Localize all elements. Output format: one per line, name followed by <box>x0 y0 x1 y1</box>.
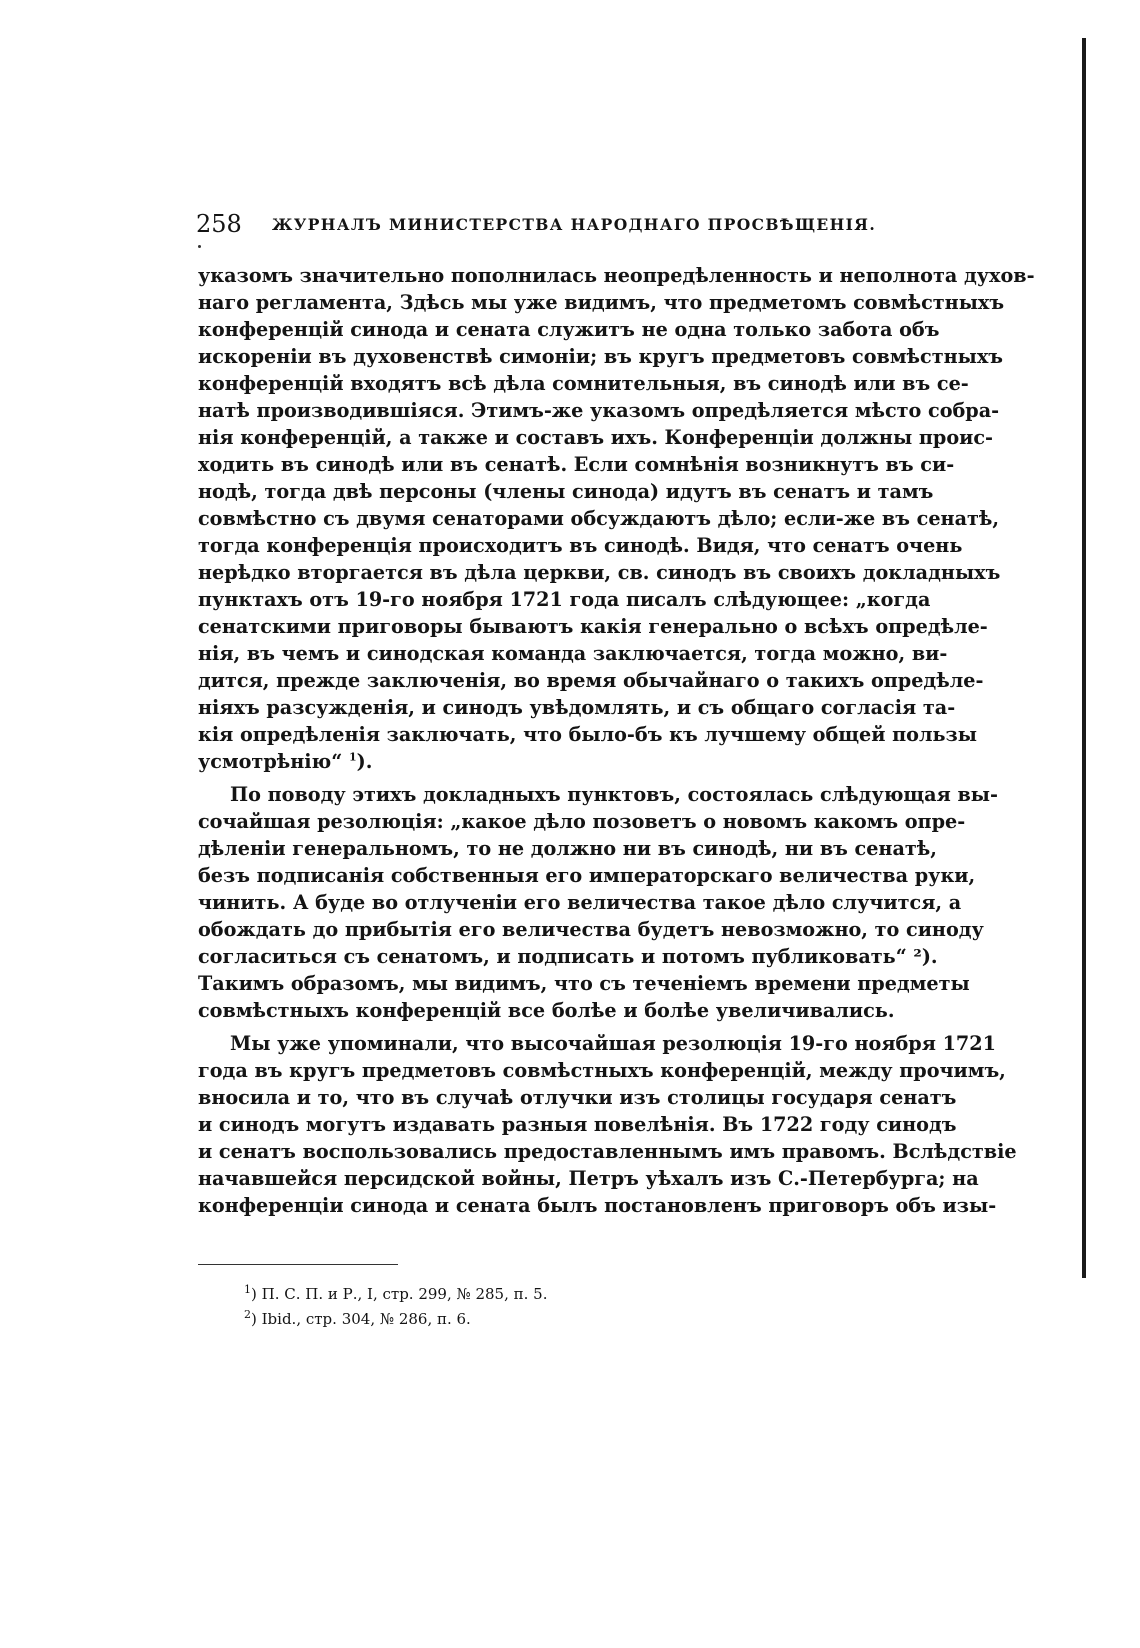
text-line: нерѣдко вторгается въ дѣла церкви, св. синодъ въ своихъ докладныхъ <box>198 561 1001 584</box>
footnote-1 <box>244 1282 844 1307</box>
text-line-last <box>198 748 914 775</box>
footnotes <box>244 1282 844 1332</box>
text-line: По поводу этихъ докладныхъ пунктовъ, состоялась слѣдующая вы- <box>230 783 998 806</box>
text-line: тогда конференція происходитъ въ синодѣ. Видя, что сенатъ очень <box>198 534 963 557</box>
text-line: сенатскими приговоры бываютъ какія генерально о всѣхъ опредѣле- <box>198 615 988 638</box>
body-text <box>198 262 1035 1219</box>
text-line: искореніи въ духовенствѣ симоніи; въ кругъ предметовъ совмѣстныхъ <box>198 345 1004 368</box>
text-line: Такимъ образомъ, мы видимъ, что съ теченіемъ времени предметы <box>198 972 970 995</box>
footnote-mark: 2 <box>244 1308 251 1321</box>
text-line: нія, въ чемъ и синодская команда заключается, тогда можно, ви- <box>198 642 948 665</box>
text-line: начавшейся персидской войны, Петръ уѣхалъ изъ С.-Петербурга; на <box>198 1167 979 1190</box>
footnote-ref-1: 1 <box>348 750 357 764</box>
text-line: сочайшая резолюція: „какое дѣло позоветъ о новомъ какомъ опре- <box>198 810 966 833</box>
text-line: года въ кругъ предметовъ совмѣстныхъ конференцій, между прочимъ, <box>198 1059 1006 1082</box>
text-line: дѣленіи генеральномъ, то не должно ни въ синодѣ, ни въ сенатѣ, <box>198 837 937 860</box>
text-line: обождать до прибытія его величества будетъ невозможно, то синоду <box>198 918 984 941</box>
text-line: указомъ значительно пополнилась неопредѣленность и неполнота духов- <box>198 264 1035 287</box>
text-line: вносила и то, что въ случаѣ отлучки изъ столицы государя сенатъ <box>198 1086 957 1109</box>
paragraph-3 <box>198 1030 1017 1219</box>
stray-mark <box>198 245 201 248</box>
text-line: безъ подписанія собственныя его императорскаго величества руки, <box>198 864 976 887</box>
line-text: усмотрѣнію“ <box>198 750 343 773</box>
footnote-mark: 1 <box>244 1283 251 1296</box>
text-line: совмѣстно съ двумя сенаторами обсуждаютъ дѣло; если-же въ сенатѣ, <box>198 507 1000 530</box>
text-line: натѣ производившіяся. Этимъ-же указомъ опредѣляется мѣсто собра- <box>198 399 1000 422</box>
text-line-last: совмѣстныхъ конференцій все болѣе и болѣе увеличивались. <box>198 999 895 1022</box>
text-line: конференцій синода и сената служитъ не одна только забота объ <box>198 318 940 341</box>
footnote-2 <box>244 1307 844 1332</box>
text-line: конференцій входятъ всѣ дѣла сомнительныя, въ синодѣ или въ се- <box>198 372 969 395</box>
paragraph-2 <box>198 781 998 1024</box>
paragraph-1 <box>198 262 1035 775</box>
text-line: согласиться съ сенатомъ, и подписать и потомъ публиковать“ ²). <box>198 945 938 968</box>
running-title: ЖУРНАЛЪ МИНИСТЕРСТВА НАРОДНАГО ПРОСВѢЩЕНІЯ. <box>272 215 877 234</box>
footnote-text: ) Ibid., стр. 304, № 286, п. 6. <box>251 1310 471 1328</box>
text-line: нія конференцій, а также и составъ ихъ. Конференціи должны проис- <box>198 426 993 449</box>
running-header <box>196 208 916 240</box>
text-line: пунктахъ отъ 19-го ноября 1721 года писалъ слѣдующее: „когда <box>198 588 931 611</box>
text-line: Мы уже упоминали, что высочайшая резолюція 19-го ноября 1721 <box>230 1032 996 1055</box>
text-line: дится, прежде заключенія, во время обычайнаго о такихъ опредѣле- <box>198 669 984 692</box>
page-edge-line <box>1082 38 1086 1278</box>
footnote-text: ) П. С. П. и Р., I, стр. 299, № 285, п. 5. <box>251 1285 548 1303</box>
text-line: кія опредѣленія заключать, что было-бъ къ лучшему общей пользы <box>198 723 978 746</box>
page-number: 258 <box>196 210 242 238</box>
footnote-divider <box>198 1264 398 1265</box>
text-line: конференціи синода и сената былъ постановленъ приговоръ объ изы- <box>198 1194 997 1217</box>
text-line: нодѣ, тогда двѣ персоны (члены синода) идутъ въ сенатъ и тамъ <box>198 480 934 503</box>
text-line: и сенатъ воспользовались предоставленнымъ имъ правомъ. Вслѣдствіе <box>198 1140 1017 1163</box>
text-line: ніяхъ разсужденія, и синодъ увѣдомлять, и съ общаго согласія та- <box>198 696 956 719</box>
text-line: чинить. А буде во отлученіи его величества такое дѣло случится, а <box>198 891 962 914</box>
text-line: наго регламента, Здѣсь мы уже видимъ, что предметомъ совмѣстныхъ <box>198 291 1005 314</box>
text-line: ходить въ синодѣ или въ сенатѣ. Если сомнѣнія возникнутъ въ си- <box>198 453 955 476</box>
text-line: и синодъ могутъ издавать разныя повелѣнія. Въ 1722 году синодъ <box>198 1113 957 1136</box>
line-tail: ). <box>356 750 373 773</box>
